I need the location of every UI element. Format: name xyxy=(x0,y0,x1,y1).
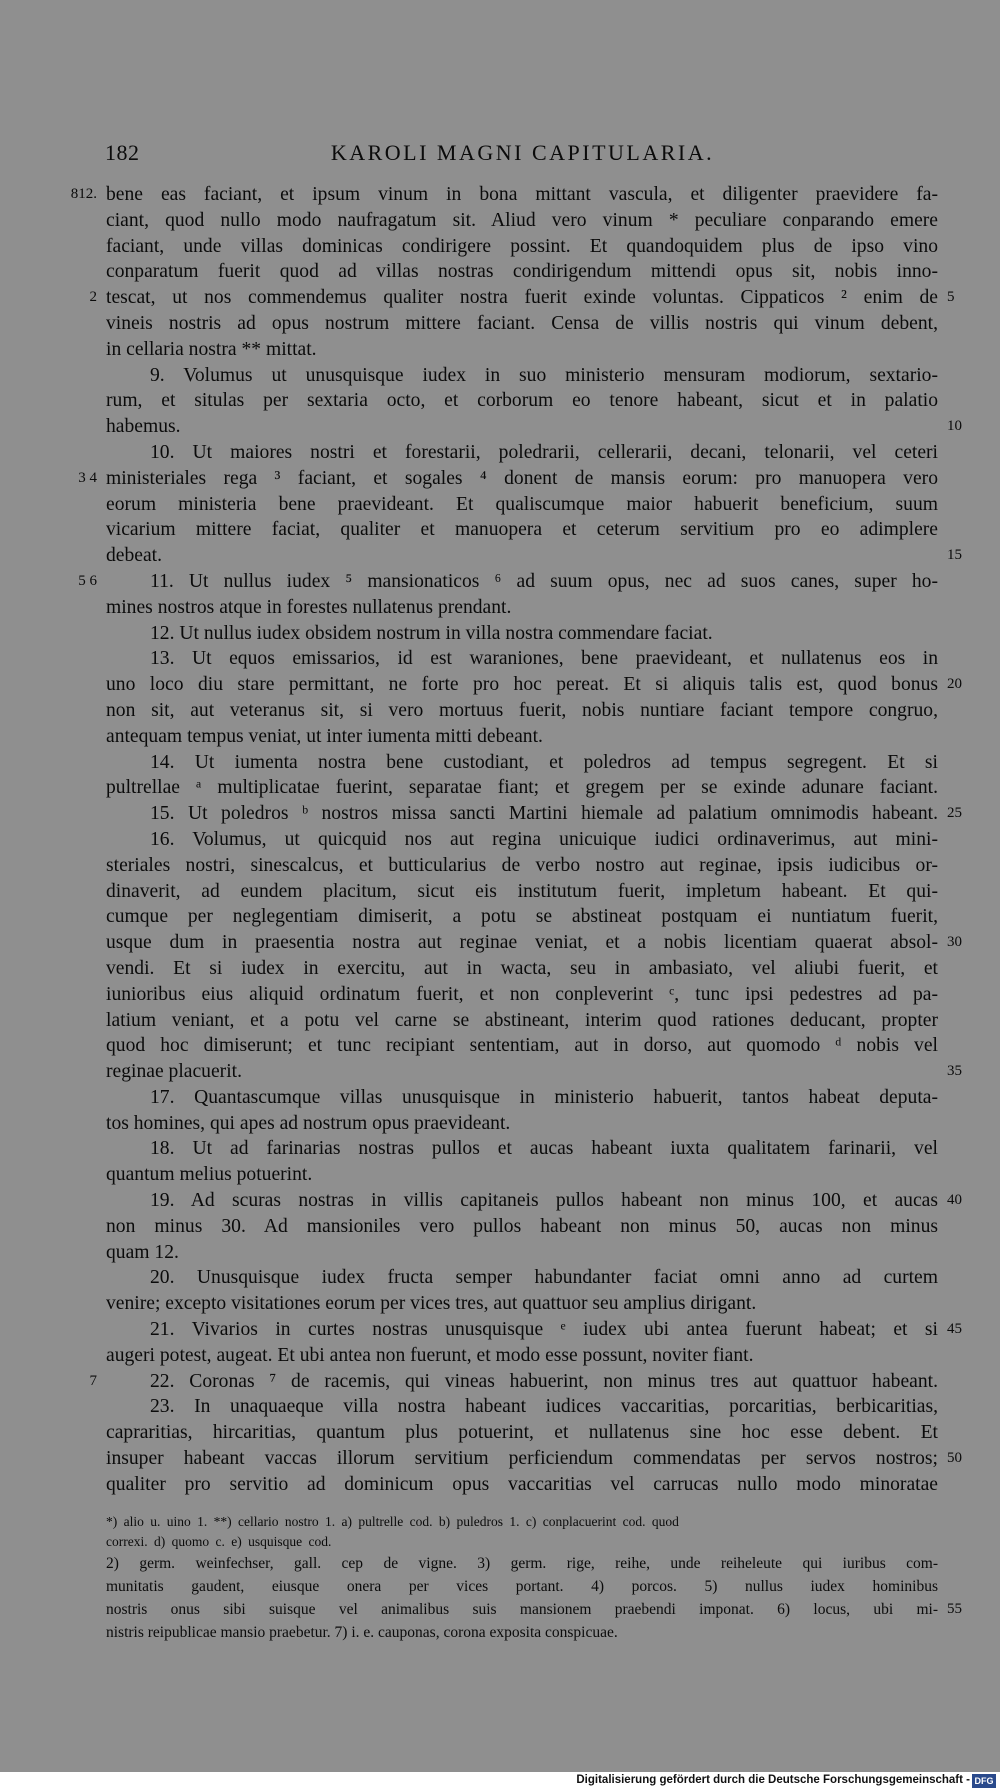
line-text: 18. Ut ad farinarias nostras pullos et aucas habeant iuxta qualitatem farinarii, vel xyxy=(150,1138,938,1160)
text-line xyxy=(0,466,1000,492)
line-text: pultrellae ᵃ multiplicatae fuerint, separatae fiant; et gregem per se exinde adunare faciant. xyxy=(106,777,938,799)
line-text: 13. Ut equos emissarios, id est waraniones, bene praevideant, et nullatenus eos in xyxy=(150,648,938,670)
footnote-line xyxy=(0,1512,1000,1532)
text-line xyxy=(0,879,1000,905)
text-line xyxy=(0,801,1000,827)
line-number: 45 xyxy=(947,1321,962,1338)
line-text: dinaverit, ad eundem placitum, sicut eis institutum fuerit, impletum habeant. Et qui- xyxy=(106,880,938,902)
line-text: tos homines, qui apes ad nostrum opus praevideant. xyxy=(106,1112,511,1134)
text-line xyxy=(0,1446,1000,1472)
text-line xyxy=(0,750,1000,776)
text-line xyxy=(0,646,1000,672)
line-text: quam 12. xyxy=(106,1241,179,1263)
text-line xyxy=(0,337,1000,363)
line-text: 14. Ut iumenta nostra bene custodiant, et poledros ad tempus segregent. Et si xyxy=(150,751,938,773)
line-text: 10. Ut maiores nostri et forestarii, poledrarii, cellerarii, decani, telonarii, vel ceteri xyxy=(150,441,938,463)
line-text: uno loco diu stare permittant, ne forte pro hoc pereat. Et si aliquis talis est, quod bonus xyxy=(106,674,938,696)
line-text: non sit, aut veteranus sit, si vero mortuus fuerit, nobis nuntiare faciant tempore congruo, xyxy=(106,699,938,721)
line-text: insuper habeant vaccas illorum servitium perficiendum commendatas per servos nostros; xyxy=(106,1448,938,1470)
line-text: 21. Vivarios in curtes nostras unusquisque ᵉ iudex ubi antea fuerunt habeat; et si xyxy=(150,1319,938,1341)
text-line xyxy=(0,930,1000,956)
line-text: usque dum in praesentia nostra aut reginae veniat, et a nobis licentiam quaerat absol- xyxy=(106,932,938,954)
footnote-line xyxy=(0,1552,1000,1575)
left-margin-note: 3 4 xyxy=(78,469,97,486)
text-line xyxy=(0,956,1000,982)
left-margin-note: 812. xyxy=(70,186,97,202)
line-text: augeri potest, augeat. Et ubi antea non fuerunt, et modo esse possunt, noviter fiant. xyxy=(106,1344,754,1366)
line-text: munitatis gaudent, eiusque onera per vices portant. 4) porcos. 5) nullus iudex hominibus xyxy=(106,1578,938,1595)
footnote-line xyxy=(0,1598,1000,1621)
line-number: 20 xyxy=(947,676,962,693)
line-text: 12. Ut nullus iudex obsidem nostrum in villa nostra commendare faciat. xyxy=(150,622,713,644)
text-line xyxy=(0,182,1000,208)
line-text: steriales nostri, sinescalcus, et butticularius de verbo nostro aut reginae, ipsis iudicibus or- xyxy=(106,854,938,876)
line-text: nostris onus sibi suisque vel animalibus suis mansionem praebendi imponat. 6) locus, ubi mi- xyxy=(106,1601,938,1618)
line-text: quantum melius potuerint. xyxy=(106,1164,313,1186)
line-text: 19. Ad scuras nostras in villis capitaneis pullos habeant non minus 100, et aucas xyxy=(150,1190,938,1212)
line-text: conparatum fuerit quod ad villas nostras condirigendum mittendi opus sit, nobis inno- xyxy=(106,261,938,283)
text-line xyxy=(0,259,1000,285)
text-line xyxy=(0,1420,1000,1446)
line-text: quod hoc dimiserunt; et tunc recipiant sententiam, aut in dorso, aut quomodo ᵈ nobis vel xyxy=(106,1035,938,1057)
line-text: 9. Volumus ut unusquisque iudex in suo ministerio mensuram modiorum, sextario- xyxy=(150,364,938,386)
text-line xyxy=(0,1394,1000,1420)
footnote-line xyxy=(0,1532,1000,1552)
footnote-line xyxy=(0,1575,1000,1598)
line-text: ciant, quod nullo modo naufragatum sit. Aliud vero vinum * peculiare conparando emere xyxy=(106,209,938,231)
text-line xyxy=(0,827,1000,853)
line-text: venire; excepto visitationes eorum per vices tres, aut quattuor seu amplius dirigant. xyxy=(106,1293,757,1315)
text-line xyxy=(0,775,1000,801)
text-line xyxy=(0,234,1000,260)
line-number: 35 xyxy=(947,1063,962,1080)
footnotes xyxy=(0,1512,1000,1644)
line-text: non minus 30. Ad mansioniles vero pullos habeant non minus 50, aucas non minus xyxy=(106,1215,938,1237)
line-text: vicarium mittere faciat, qualiter et manuopera et ceterum servitium pro eo adimplere xyxy=(106,519,938,541)
funding-credit: Digitalisierung gefördert durch die Deutsche Forschungsgemeinschaft - xyxy=(576,1774,970,1786)
line-text: 17. Quantascumque villas unusquisque in ministerio habuerit, tantos habeat deputa- xyxy=(150,1086,938,1108)
text-line xyxy=(0,1343,1000,1369)
text-line xyxy=(0,492,1000,518)
line-number: 5 xyxy=(947,289,955,306)
line-text: capraritias, hircaritias, quantum plus potuerint, et nullatenus sine hoc esse debent. Et xyxy=(106,1422,938,1444)
text-line xyxy=(0,1369,1000,1395)
line-number: 30 xyxy=(947,934,962,951)
text-line xyxy=(0,1136,1000,1162)
line-text: ministeriales rega ³ faciant, et sogales ⁴ donent de mansis eorum: pro manuopera vero xyxy=(106,467,938,489)
line-text: rum, et situlas per sextaria octo, et corborum eo tenore habeant, sicut et in palatio xyxy=(106,390,938,412)
line-text: vendi. Et si iudex in exercitu, aut in wacta, seu in ambasiato, vel aliubi fuerit, et xyxy=(106,957,938,979)
line-text: reginae placuerit. xyxy=(106,1061,242,1083)
line-text: 15. Ut poledros ᵇ nostros missa sancti Martini hiemale ad palatium omnimodis habeant. xyxy=(150,803,938,825)
line-text: in cellaria nostra ** mittat. xyxy=(106,338,317,360)
line-text: 16. Volumus, ut quicquid nos aut regina unicuique iudici ordinaverimus, aut mini- xyxy=(150,828,938,850)
text-line xyxy=(0,724,1000,750)
text-line xyxy=(0,1188,1000,1214)
line-text: iunioribus eius aliquid ordinatum fuerit, et non conpleverint ᶜ, tunc ipsi pedestres ad pa- xyxy=(106,983,938,1005)
text-line xyxy=(0,1059,1000,1085)
line-text: 23. In unaquaeque villa nostra habeant iudices vaccaritias, porcaritias, berbicaritias, xyxy=(150,1396,938,1418)
line-number: 55 xyxy=(947,1601,962,1617)
running-title: KAROLI MAGNI CAPITULARIA. xyxy=(330,140,715,165)
line-text: eorum ministeria bene praevideant. Et qualiscumque maior habuerit beneficium, suum xyxy=(106,493,938,515)
text-line xyxy=(0,595,1000,621)
text-line xyxy=(0,414,1000,440)
text-line xyxy=(0,1317,1000,1343)
line-text: faciant, unde villas dominicas condirigere possint. Et quandoquidem plus de ipso vino xyxy=(106,235,938,257)
line-number: 50 xyxy=(947,1450,962,1467)
text-line xyxy=(0,672,1000,698)
line-text: 22. Coronas ⁷ de racemis, qui vineas habuerint, non minus tres aut quattuor habeant. xyxy=(150,1370,938,1392)
line-text: debeat. xyxy=(106,545,163,567)
text-line xyxy=(0,1472,1000,1498)
line-text: cumque per neglegentiam dimiserit, a potu se abstineat postquam ei nuntiatum fuerit, xyxy=(106,906,938,928)
text-line xyxy=(0,569,1000,595)
line-text: bene eas faciant, et ipsum vinum in bona mittant vascula, et diligenter praevidere fa- xyxy=(106,184,938,205)
line-text: mines nostros atque in forestes nullatenus prendant. xyxy=(106,596,512,618)
line-text: qualiter pro servitio ad dominicum opus vaccaritias vel carrucas nullo modo minoratae xyxy=(106,1473,938,1495)
left-margin-note: 2 xyxy=(89,289,97,306)
text-line xyxy=(0,1240,1000,1266)
line-text: habemus. xyxy=(106,416,181,438)
text-line xyxy=(0,1214,1000,1240)
text-line xyxy=(0,1033,1000,1059)
text-line xyxy=(0,1111,1000,1137)
line-text: vineis nostris ad opus nostrum mittere faciant. Censa de villis nostris qui vinum debent, xyxy=(106,312,938,334)
text-line xyxy=(0,543,1000,569)
line-text: *) alio u. uino 1. **) cellario nostro 1. a) pultrelle cod. b) puledros 1. c) conplacuerint cod. quod xyxy=(106,1514,679,1529)
line-number: 25 xyxy=(947,805,962,822)
line-text: 11. Ut nullus iudex ⁵ mansionaticos ⁶ ad suum opus, nec ad suos canes, super ho- xyxy=(150,570,938,592)
text-line xyxy=(0,853,1000,879)
line-text: 2) germ. weinfechser, gall. cep de vigne. 3) germ. rige, reihe, unde reiheleute qui iuribus com- xyxy=(106,1555,938,1572)
line-text: latium veniant, et a potu vel carne se abstineant, interim quod rationes deducant, propter xyxy=(106,1009,938,1031)
line-text: antequam tempus veniat, ut inter iumenta mitti debeant. xyxy=(106,725,543,747)
left-margin-note: 7 xyxy=(89,1372,97,1389)
footer-bar xyxy=(0,1772,1000,1791)
body-text xyxy=(0,182,1000,1498)
line-text: nistris reipublicae mansio praebetur. 7) i. e. cauponas, corona exposita conspicuae. xyxy=(106,1624,618,1641)
line-text: tescat, ut nos commendemus qualiter nostra fuerit exinde voluntas. Cippaticos ² enim de xyxy=(106,287,938,309)
footnote-line xyxy=(0,1621,1000,1644)
line-number: 10 xyxy=(947,418,962,435)
line-text: 20. Unusquisque iudex fructa semper habundanter faciat omni anno ad curtem xyxy=(150,1267,938,1289)
text-line xyxy=(0,1291,1000,1317)
text-line xyxy=(0,904,1000,930)
line-number: 40 xyxy=(947,1192,962,1209)
text-line xyxy=(0,1265,1000,1291)
text-line xyxy=(0,621,1000,647)
text-line xyxy=(0,1008,1000,1034)
dfg-logo: DFG xyxy=(972,1774,996,1788)
text-line xyxy=(0,1162,1000,1188)
left-margin-note: 5 6 xyxy=(78,572,97,589)
text-line xyxy=(0,440,1000,466)
line-text: correxi. d) quomo c. e) usquisque cod. xyxy=(106,1534,332,1549)
text-line xyxy=(0,311,1000,337)
text-line xyxy=(0,285,1000,311)
line-number: 15 xyxy=(947,547,962,564)
text-line xyxy=(0,208,1000,234)
text-line xyxy=(0,698,1000,724)
text-line xyxy=(0,1085,1000,1111)
page-number: 182 xyxy=(105,140,140,165)
text-line xyxy=(0,388,1000,414)
text-line xyxy=(0,517,1000,543)
text-line xyxy=(0,363,1000,389)
text-line xyxy=(0,982,1000,1008)
